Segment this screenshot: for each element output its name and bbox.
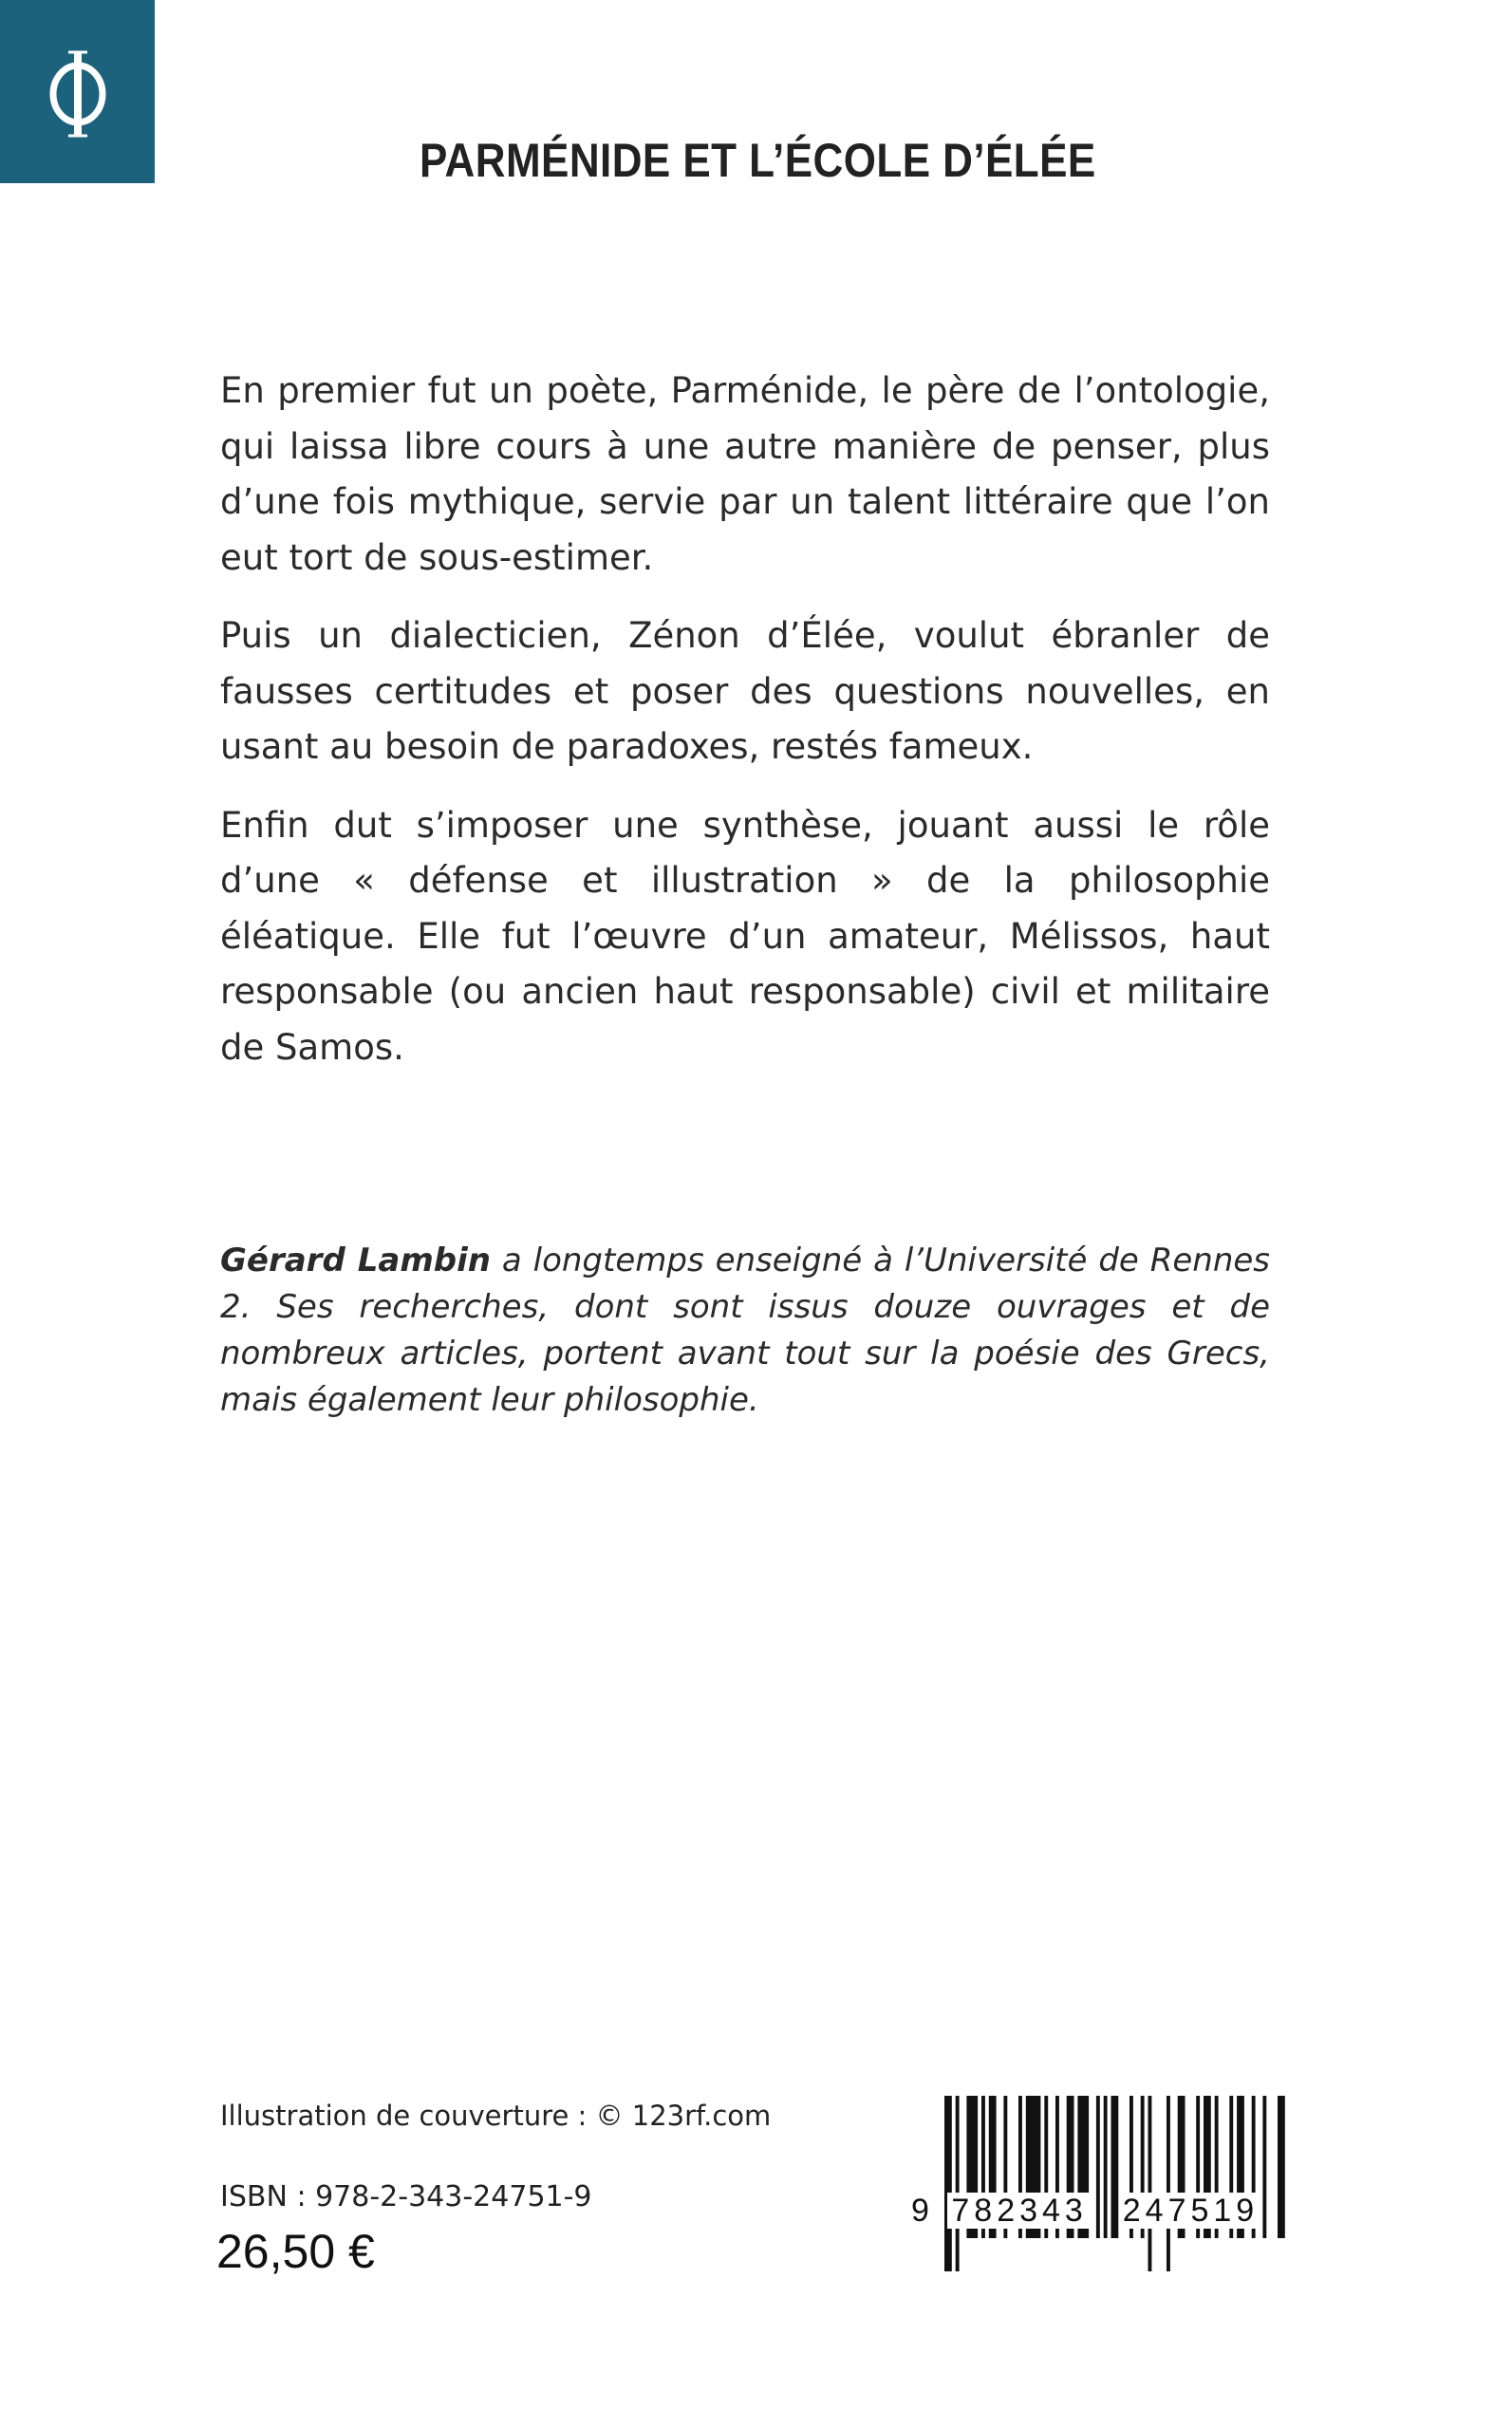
barcode-right-group: 247519: [1119, 2193, 1262, 2229]
barcode-left-group: 782343: [947, 2193, 1091, 2229]
blurb-paragraph: Enfin dut s’imposer une synthèse, jouant aussi le rôle d’une « défense et illustration » de la philosophie éléatique. Elle fut l’œuvre d’un amateur, Mélissos, haut responsable (ou ancien haut responsable) civil et militaire de Samos.: [220, 804, 1270, 1068]
book-title: PARMÉNIDE ET L’ÉCOLE D’ÉLÉE: [420, 134, 1096, 187]
barcode-bar: [944, 2096, 952, 2271]
barcode-first-digit: 9: [911, 2193, 934, 2229]
barcode-bar: [1148, 2096, 1152, 2271]
author-bio-text: a longtemps enseigné à l’Université de Rennes 2. Ses recherches, dont sont issus douze ouvrages et de nombreux articles, portent avant tout sur la poésie des Grecs, mais également leur philosophie.: [220, 1242, 1271, 1419]
blurb-paragraph: En premier fut un poète, Parménide, le père de l’ontologie, qui laissa libre cours à une autre manière de penser, plus d’une fois mythique, servie par un talent littéraire que l’on eut tort de sous-estimer.: [220, 370, 1270, 578]
barcode-bar: [956, 2096, 960, 2271]
cover-credit: Illustration de couverture : © 123rf.com: [220, 2100, 772, 2132]
barcode-bar: [1278, 2096, 1285, 2238]
barcode-bars: [906, 2096, 1296, 2271]
back-cover-blurb: [220, 364, 1270, 1098]
price: 26,50 €: [216, 2225, 375, 2278]
blurb-paragraph: Puis un dialecticien, Zénon d’Élée, voulut ébranler de fausses certitudes et poser des questions nouvelles, en usant au besoin de paradoxes, restés fameux.: [220, 615, 1270, 767]
publisher-logo: [0, 0, 155, 183]
author-name: Gérard Lambin: [220, 1242, 491, 1279]
barcode-bar: [1167, 2096, 1170, 2271]
barcode-bar: [1262, 2096, 1266, 2238]
barcode-digits: [911, 2193, 1262, 2230]
author-bio: [220, 1238, 1270, 1424]
barcode: [906, 2096, 1296, 2271]
isbn: ISBN : 978-2-343-24751-9: [220, 2180, 592, 2213]
phi-icon: [35, 35, 121, 149]
